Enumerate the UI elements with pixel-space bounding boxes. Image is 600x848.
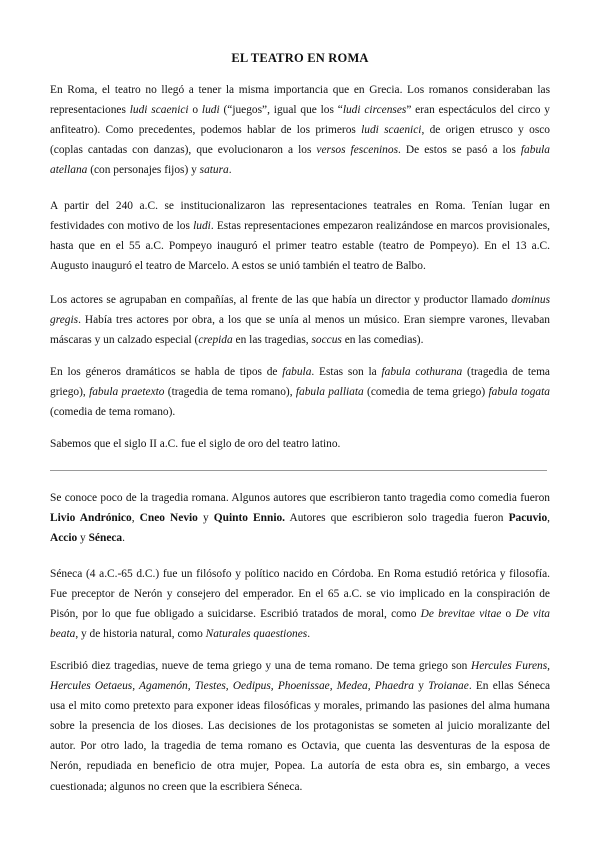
- page-title: EL TEATRO EN ROMA: [231, 51, 369, 65]
- paragraph-golden-age: Sabemos que el siglo II a.C. fue el siglo de oro del teatro latino.: [50, 438, 341, 450]
- section-divider: [50, 470, 547, 471]
- paragraph-institutionalization: A partir del 240 a.C. se institucionalizaron las representaciones teatrales en Roma. Tenían lugar en festividades con motivo de los ludi. Estas representaciones empezaron realizándose en marcos provisionales, hasta que en el 55 a.C. Pompeyo inauguró el primer teatro estable (teatro de Pompeyo). En el 13 a.C. Augusto inauguró el teatro de Marcelo. A estos se unió también el teatro de Balbo.: [50, 200, 550, 273]
- paragraph-genres: En los géneros dramáticos se habla de tipos de fabula. Estas son la fabula cothurana (tragedia de tema griego), fabula praetexto (tragedia de tema romano), fabula palliata (comedia de tema griego) fabula togata (comedia de tema romano).: [50, 366, 550, 419]
- paragraph-origins: En Roma, el teatro no llegó a tener la misma importancia que en Grecia. Los romanos consideraban las representaciones ludi scaenici o ludi (“juegos”, igual que los “ludi circenses” eran espectáculos del circo y anfiteatro). Como precedentes, podemos hablar de los primeros ludi scaenici, de origen etrusco y osco (coplas cantadas con danzas), que evolucionaron a los versos fesceninos. De estos se pasó a los fabula atellana (con personajes fijos) y satura.: [50, 84, 551, 177]
- paragraph-seneca-bio: Séneca (4 a.C.-65 d.C.) fue un filósofo y político nacido en Córdoba. En Roma estudió retórica y filosofía. Fue preceptor de Nerón y consejero del emperador. En el 65 a.C. se vio implicado en la conspiración de Pisón, por lo que fue obligado a suicidarse. Escribió tratados de moral, como De brevitae vitae o De vita beata, y de historia natural, como Naturales quaestiones.: [50, 568, 550, 641]
- paragraph-tragedy-authors: Se conoce poco de la tragedia romana. Algunos autores que escribieron tanto tragedia como comedia fueron Livio Andrónico, Cneo Nevio y Quinto Ennio. Autores que escribieron solo tragedia fueron Pacuvio, Accio y Séneca.: [50, 492, 551, 545]
- paragraph-seneca-tragedies: Escribió diez tragedias, nueve de tema griego y una de tema romano. De tema griego son Hercules Furens, Hercules Oetaeus, Agamenón, Tiestes, Oedipus, Phoenissae, Medea, Phaedra y Troianae. En ellas Séneca usa el mito como pretexto para exponer ideas filosóficas y morales, primando las pasiones del alma humana sobre la presencia de los dioses. Las decisiones de los protagonistas se someten al juicio moralizante del autor. Por otro lado, la tragedia de tema romano es Octavia, que cuenta las desventuras de la esposa de Nerón, repudiada en beneficio de otra mujer, Popea. La autoría de esta obra es, sin embargo, a veces cuestionada; algunos no creen que la escribiera Séneca.: [50, 660, 551, 793]
- paragraph-actors: Los actores se agrupaban en compañías, al frente de las que había un director y productor llamado dominus gregis. Había tres actores por obra, a los que se unía al menos un músico. Eran siempre varones, llevaban máscaras y un calzado especial (crepida en las tragedias, soccus en las comedias).: [50, 294, 550, 347]
